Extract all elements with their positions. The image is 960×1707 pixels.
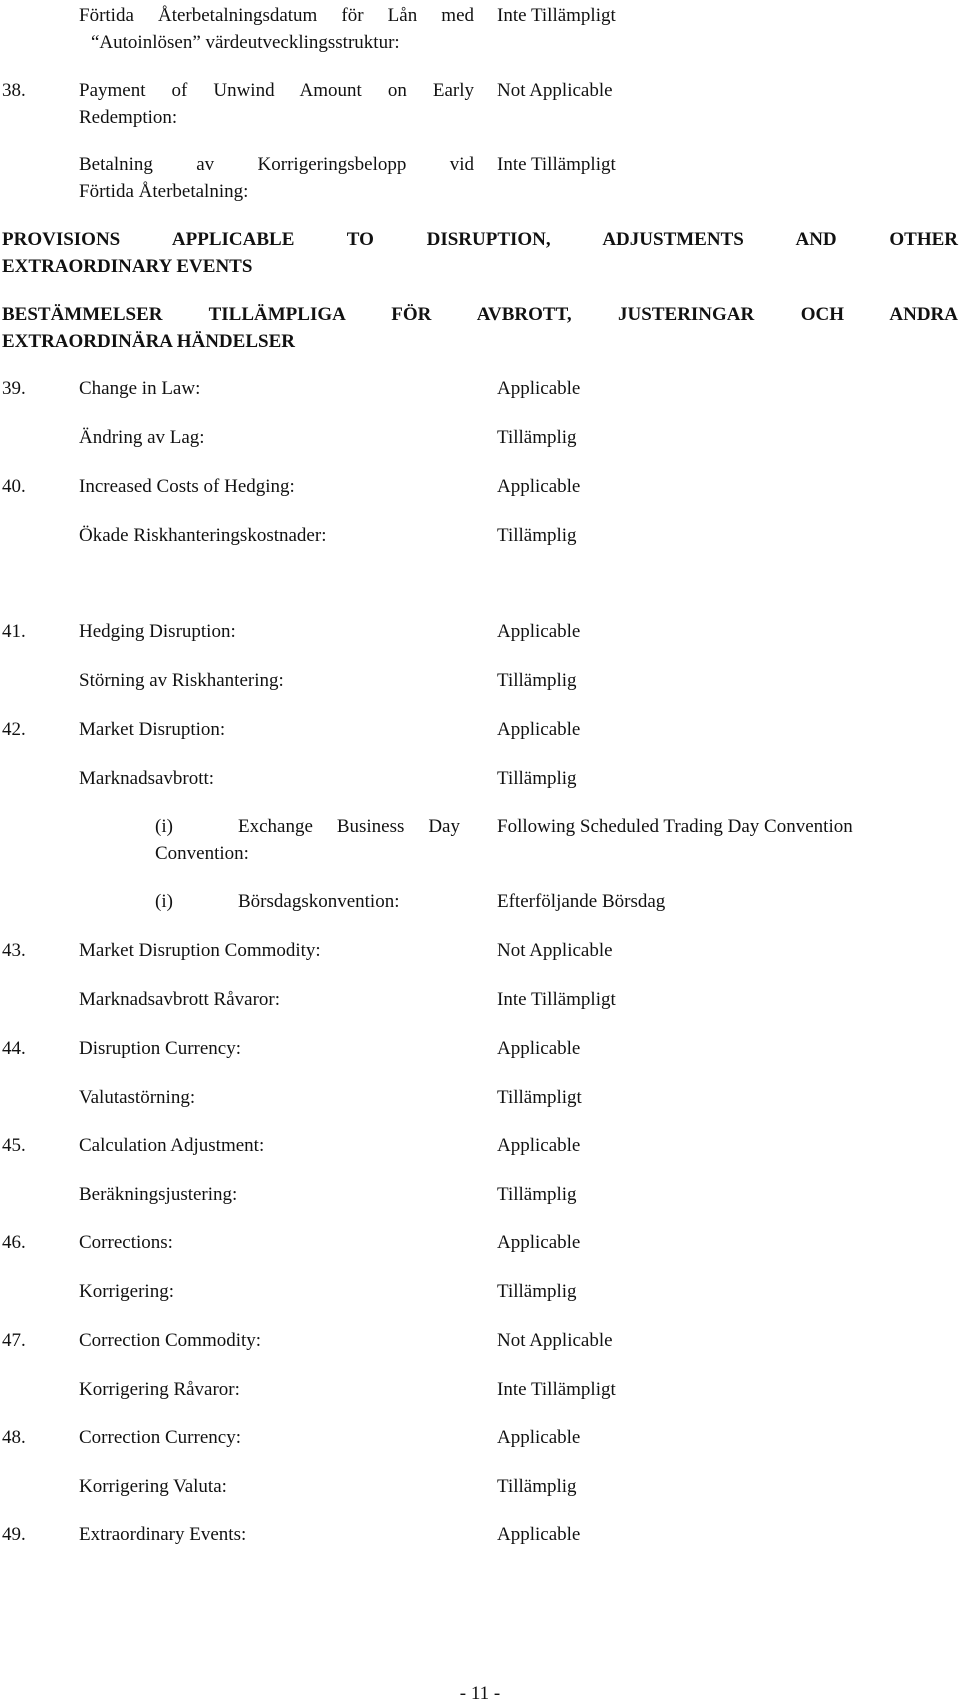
clause-value: Applicable — [497, 1524, 581, 1545]
clause-label: Payment of Unwind Amount on Early Redemption: — [79, 80, 474, 128]
clause-value: Applicable — [497, 1427, 581, 1448]
clause-value: Tillämplig — [497, 670, 577, 691]
clause-value: Tillämplig — [497, 1476, 577, 1497]
sub-clause-label: Exchange Business Day — [238, 816, 460, 837]
clause-value: Applicable — [497, 621, 581, 642]
sub-clause-label: Börsdagskonvention: — [238, 891, 400, 912]
clause-number: 48. — [2, 1427, 26, 1448]
clause-label: Korrigering Råvaror: — [79, 1379, 240, 1400]
clause-label: Disruption Currency: — [79, 1038, 242, 1059]
clause-value: Tillämplig — [497, 1281, 577, 1302]
clause-label: Corrections: — [79, 1232, 173, 1253]
sub-clause-value: Following Scheduled Trading Day Convention — [497, 816, 853, 837]
sub-clause-marker: (i) — [155, 891, 173, 912]
clause-label: Extraordinary Events: — [79, 1524, 247, 1545]
sub-clause-value: Efterföljande Börsdag — [497, 891, 666, 912]
section-heading-sv: BESTÄMMELSER TILLÄMPLIGA FÖR AVBROTT, JUSTERINGAR OCH ANDRA EXTRAORDINÄRA HÄNDELSER — [2, 304, 958, 352]
clause-label: Calculation Adjustment: — [79, 1135, 265, 1156]
clause-label: Increased Costs of Hedging: — [79, 476, 295, 497]
clause-value: Not Applicable — [497, 940, 613, 961]
clause-label: Market Disruption Commodity: — [79, 940, 321, 961]
section-heading-en: PROVISIONS APPLICABLE TO DISRUPTION, ADJUSTMENTS AND OTHER EXTRAORDINARY EVENTS — [2, 229, 958, 277]
page-number: - 11 - — [459, 1683, 501, 1704]
clause-value: Tillämplig — [497, 768, 577, 789]
clause-label: Market Disruption: — [79, 719, 226, 740]
clause-label: Marknadsavbrott: — [79, 768, 215, 789]
clause-label: Change in Law: — [79, 378, 201, 399]
clause-number: 43. — [2, 940, 26, 961]
clause-number: 49. — [2, 1524, 26, 1545]
clause-label: Betalning av Korrigeringsbelopp vid Förtida Återbetalning: — [79, 154, 474, 202]
clause-value: Inte Tillämpligt — [497, 1379, 616, 1400]
clause-label: Störning av Riskhantering: — [79, 670, 284, 691]
clause-value: Tillämpligt — [497, 1087, 582, 1108]
clause-label: Ändring av Lag: — [79, 427, 205, 448]
clause-value: Applicable — [497, 1232, 581, 1253]
clause-value: Inte Tillämpligt — [497, 154, 616, 175]
clause-label: Korrigering: — [79, 1281, 174, 1302]
sub-clause-label-cont: Convention: — [155, 843, 249, 864]
clause-value: Applicable — [497, 378, 581, 399]
clause-number: 45. — [2, 1135, 26, 1156]
clause-value: Applicable — [497, 1038, 581, 1059]
clause-label: Förtida Återbetalningsdatum för Lån med “Autoinlösen” värdeutvecklingsstruktur: — [79, 5, 474, 53]
clause-number: 42. — [2, 719, 26, 740]
clause-label: Valutastörning: — [79, 1087, 196, 1108]
clause-label: Correction Commodity: — [79, 1330, 262, 1351]
clause-value: Tillämplig — [497, 525, 577, 546]
clause-value: Inte Tillämpligt — [497, 989, 616, 1010]
clause-label: Correction Currency: — [79, 1427, 241, 1448]
clause-value: Applicable — [497, 719, 581, 740]
clause-number: 46. — [2, 1232, 26, 1253]
clause-label: Beräkningsjustering: — [79, 1184, 238, 1205]
clause-value: Inte Tillämpligt — [497, 5, 616, 26]
clause-value: Not Applicable — [497, 1330, 613, 1351]
clause-number: 40. — [2, 476, 26, 497]
sub-clause-marker: (i) — [155, 816, 173, 837]
clause-number: 47. — [2, 1330, 26, 1351]
clause-value: Tillämplig — [497, 1184, 577, 1205]
clause-number: 38. — [2, 80, 26, 101]
clause-value: Applicable — [497, 1135, 581, 1156]
clause-value: Tillämplig — [497, 427, 577, 448]
clause-value: Not Applicable — [497, 80, 613, 101]
clause-label: Hedging Disruption: — [79, 621, 236, 642]
clause-label: Marknadsavbrott Råvaror: — [79, 989, 281, 1010]
clause-label: Ökade Riskhanteringskostnader: — [79, 525, 327, 546]
clause-value: Applicable — [497, 476, 581, 497]
clause-label: Korrigering Valuta: — [79, 1476, 227, 1497]
clause-number: 41. — [2, 621, 26, 642]
clause-number: 39. — [2, 378, 26, 399]
clause-number: 44. — [2, 1038, 26, 1059]
